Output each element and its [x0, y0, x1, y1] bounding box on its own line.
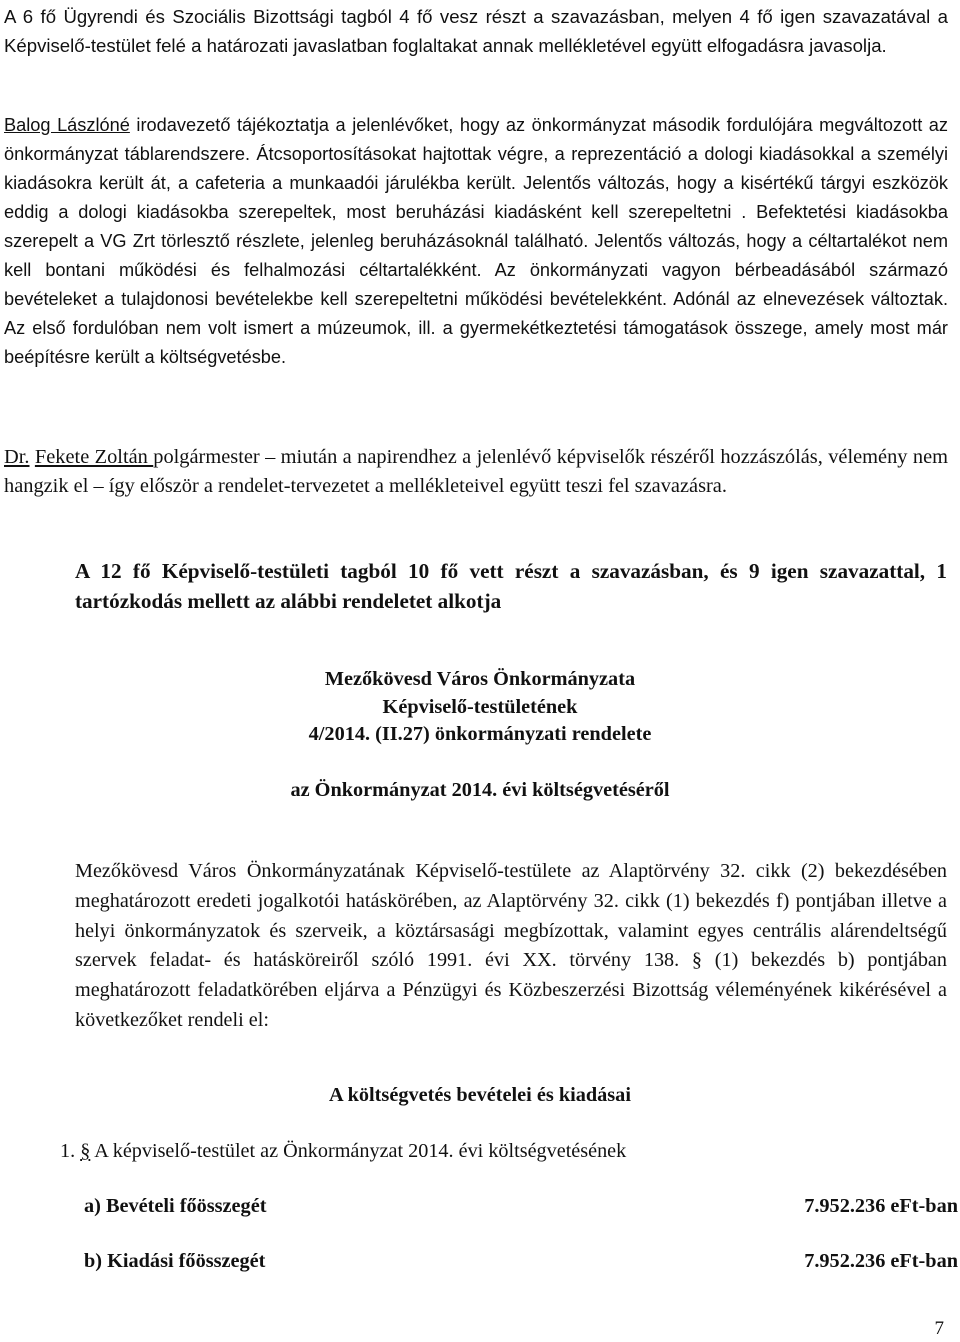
briefing-text: irodavezető tájékoztatja a jelenlévőket, hogy az önkormányzat második fordulójára megváltozott az önkormányzat táblarendszere. Átcsoportosításokat hajtottak végre, a reprezentáció a dologi kiadásokkal a személyi kiadásokra került át, a cafeteria a munkaadói járulékba került. Jelentős változás, hogy a kisértékű tárgyi eszközök eddig a dologi kiadásokba szerepeltek, most beruházási kiadásként kell szerepeltetni . Befektetési kiadásokba szerepelt a VG Zrt törlesztő részlete, jelenleg beruházásoknál található. Jelentős változás, hogy a céltartalékot nem kell bontani működési és felhalmozási céltartalékként. Az önkormányzati vagyon bérbeadásából származó bevételeket a tulajdonosi bevételekbe kell szerepeltetni működési bevételekként. Adónál az elnevezések változtak. Az első fordulóban nem volt ismert a múzeumok, ill. a gyermekétkeztetési támogatások összege, amely most már beépítésre került a költségvetésbe. [4, 115, 949, 367]
committee-vote-paragraph: A 6 fő Ügyrendi és Szociális Bizottsági tagból 4 fő vesz részt a szavazásban, melyen 4 fő igen szavazatával a Képviselő-testület felé a határozati javaslatban foglaltakat annak mellékletével együtt elfogadásra javasolja. [4, 6, 948, 56]
expenditure-total-label: b) Kiadási főösszegét [84, 1250, 266, 1272]
revenue-total-label: a) Bevételi főösszegét [84, 1195, 267, 1217]
mayor-text: polgármester – miután a napirendhez a jelenlévő képviselők részéről hozzászólás, vélemény nem hangzik el – így először a rendelet-tervezetet a mellékleteivel együtt teszi fel szavazásra. [4, 446, 948, 497]
mayor-title-prefix: Dr. [4, 446, 30, 468]
mayor-paragraph [4, 443, 948, 501]
revenue-total-amount: 7.952.236 eFt-ban [804, 1195, 958, 1217]
section-1-text: A képviselő-testület az Önkormányzat 2014. évi költségvetésének [90, 1140, 627, 1162]
section-sign: § [80, 1140, 91, 1162]
briefing-paragraph [4, 111, 948, 372]
decree-number: 4/2014. (II.27) önkormányzati rendelete [308, 723, 652, 745]
section-title: A költségvetés bevételei és kiadásai [329, 1084, 631, 1106]
council-vote-paragraph: A 12 fő Képviselő-testületi tagból 10 fő vett részt a szavazásban, és 9 igen szavazattal, 1 tartózkodás mellett az alábbi rendeletet alkotja [75, 559, 947, 613]
page-number: 7 [934, 1318, 944, 1339]
expenditure-total-amount: 7.952.236 eFt-ban [804, 1250, 958, 1272]
speaker-name-fekete: Fekete Zoltán [34, 446, 154, 468]
section-1-paragraph [60, 1137, 626, 1165]
section-number: 1. [60, 1140, 76, 1162]
expenditure-total-row [84, 1247, 958, 1275]
speaker-name-balog: Balog Lászlóné [4, 115, 130, 135]
preamble-paragraph: Mezőkövesd Város Önkormányzatának Képviselő-testülete az Alaptörvény 32. cikk (2) bekezdésében meghatározott eredeti jogalkotói hatáskörében, az Alaptörvény 32. cikk (1) bekezdés f) pontjában illetve a helyi önkormányzatok és szerveik, a köztársasági megbízottak, valamint egyes centrális alárendeltségű szervek feladat- és hatásköreiről szóló 1991. évi XX. törvény 138. § (1) bekezdés b) pontjában meghatározott feladatkörében eljárva a Pénzügyi és Közbeszerzési Bizottság véleményének kikérésével a következőket rendeli el: [75, 860, 947, 1031]
decree-body: Képviselő-testületének [382, 696, 578, 718]
decree-subject: az Önkormányzat 2014. évi költségvetéséről [290, 779, 670, 801]
decree-issuer: Mezőkövesd Város Önkormányzata [324, 668, 636, 690]
revenue-total-row [84, 1192, 958, 1220]
